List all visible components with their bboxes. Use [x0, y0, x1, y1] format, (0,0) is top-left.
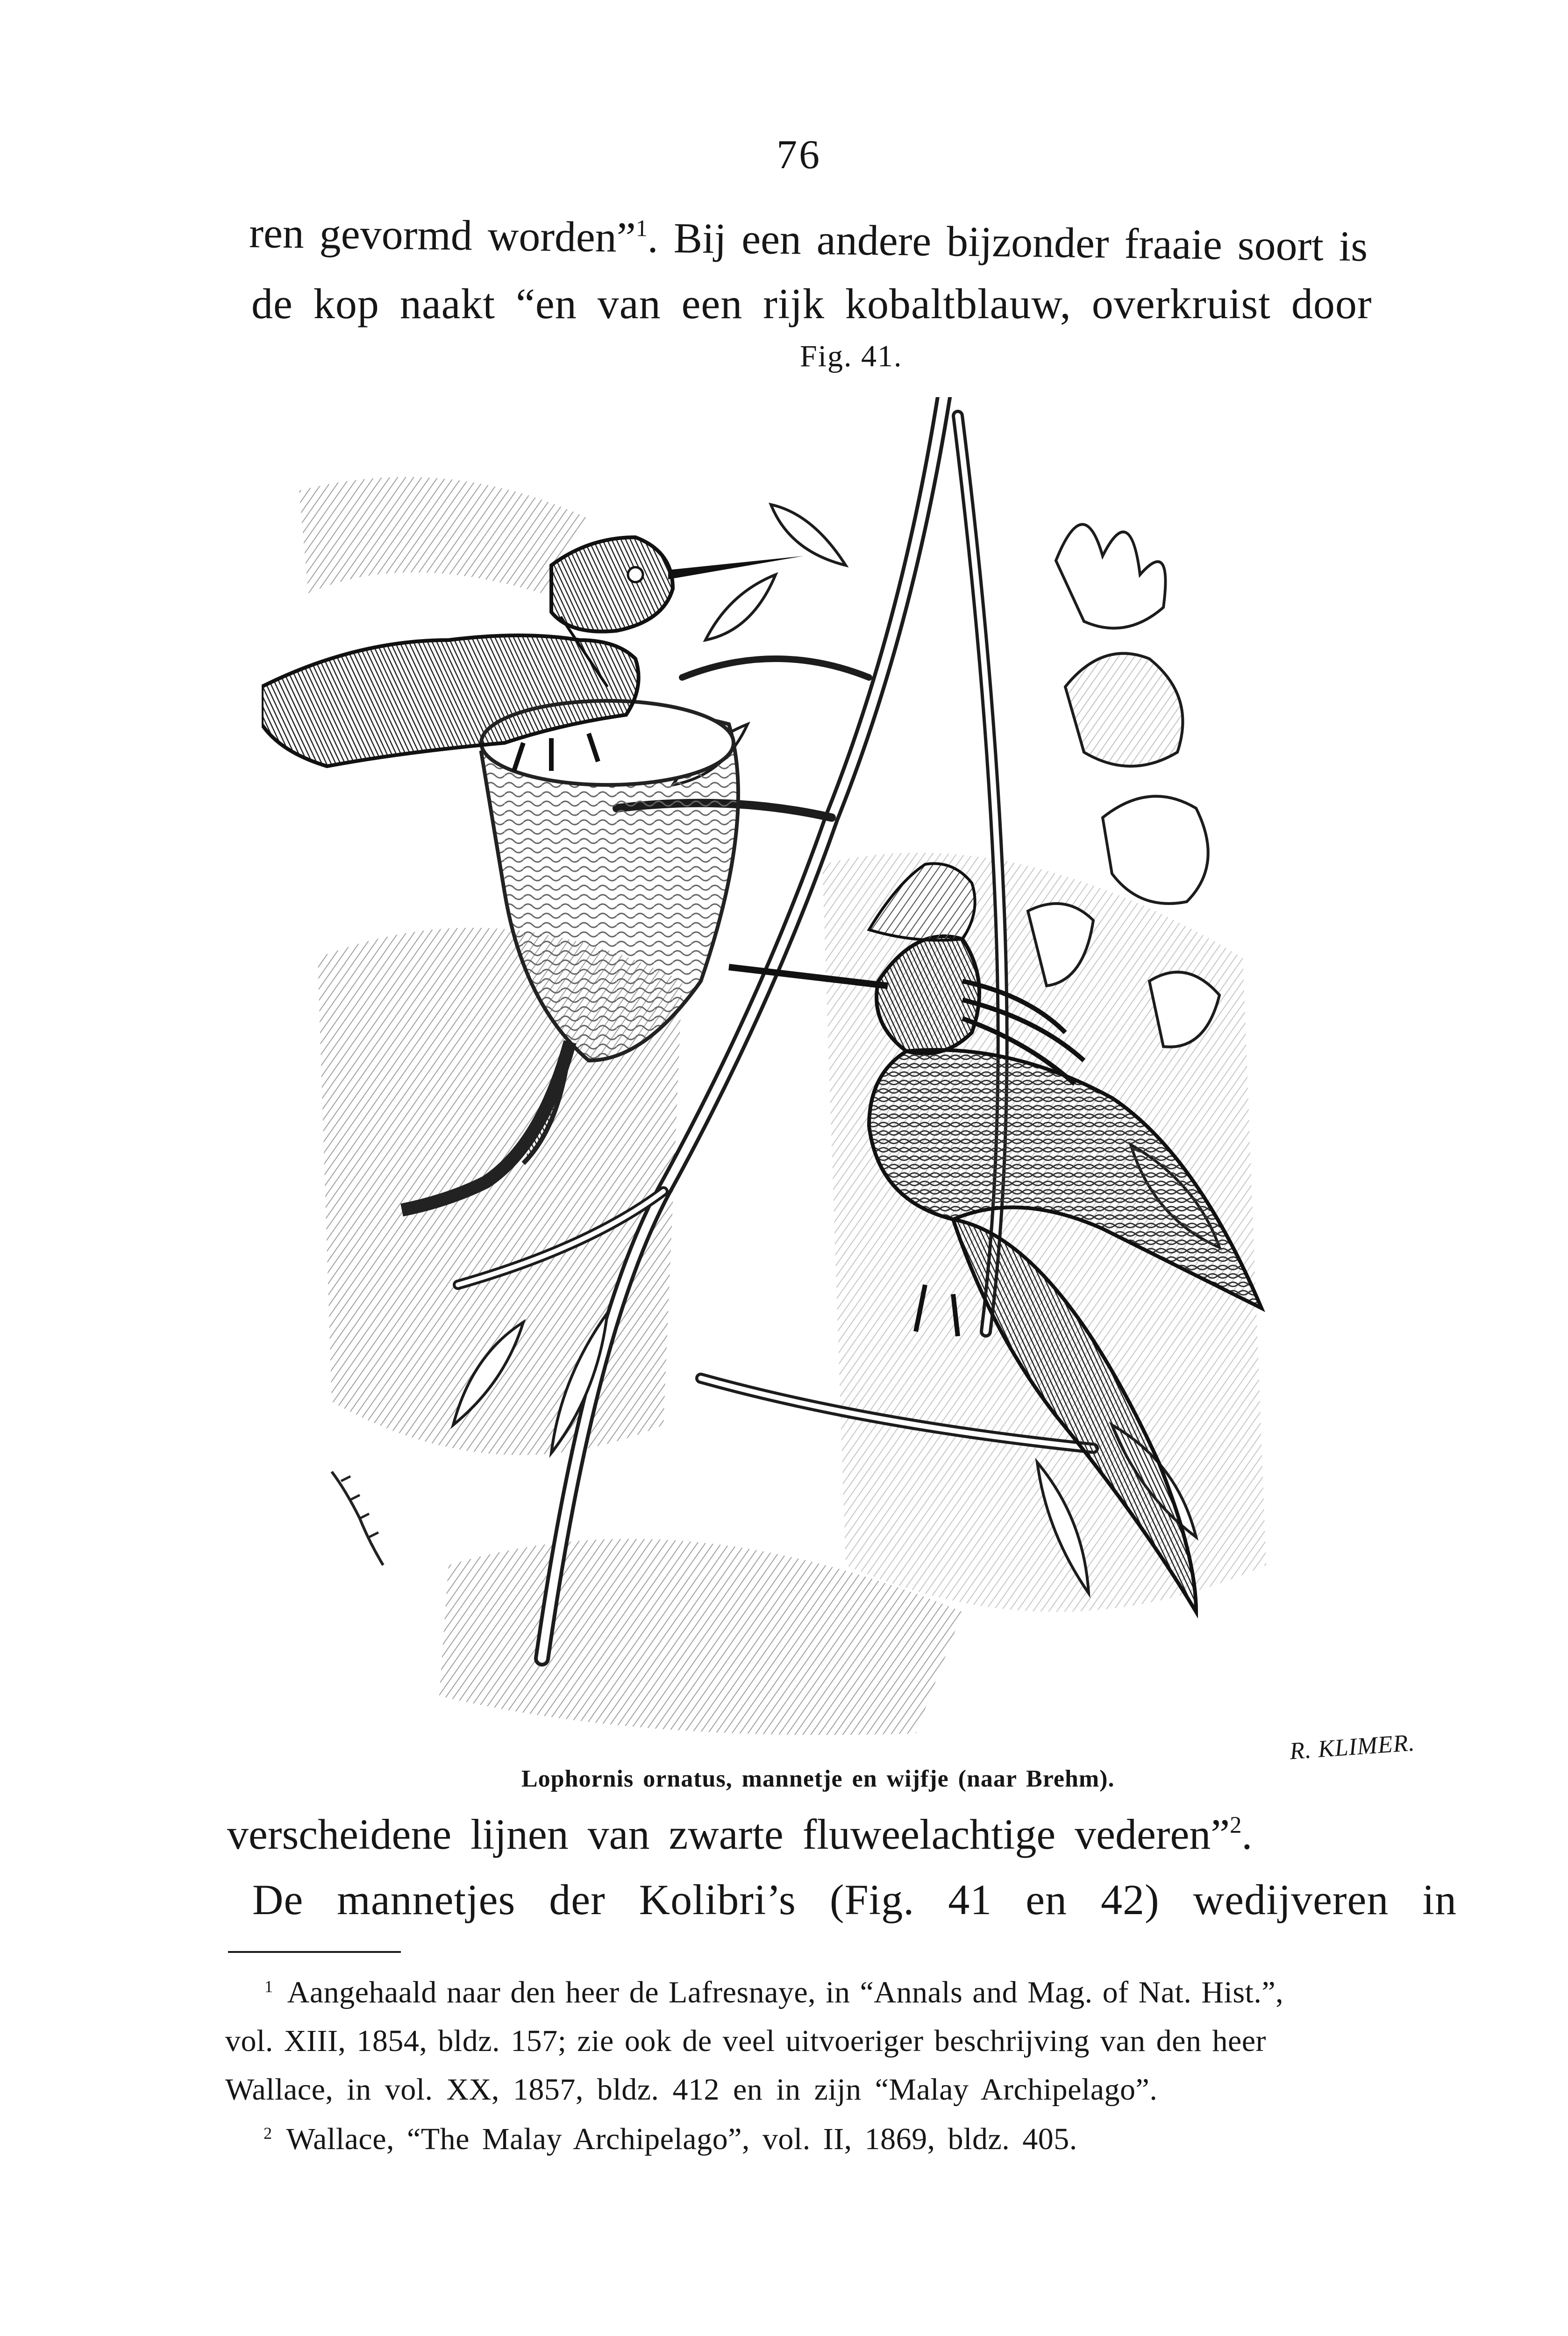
footnote-1-line-3: Wallace, in vol. XX, 1857, bldz. 412 en in zijn “Malay Archipelago”.	[225, 2072, 1158, 2107]
body-line-3-tail: .	[1241, 1810, 1253, 1858]
footnote-2-marker: 2	[264, 2124, 272, 2143]
engraver-signature: R. KLIMER.	[1289, 1729, 1416, 1765]
footnote-2-line-1-text: Wallace, “The Malay Archipelago”, vol. II, 1869, bldz. 405.	[286, 2122, 1077, 2156]
body-line-2: de kop naakt “en van een rijk kobaltblauw, overkruist door	[251, 280, 1372, 328]
body-line-1-tail: . Bij een andere bijzonder fraaie soort is	[647, 214, 1368, 271]
body-line-3	[227, 1810, 1253, 1858]
body-line-1-text: ren gevormd worden”	[249, 209, 636, 262]
footnote-ref-2[interactable]: 2	[1230, 1811, 1242, 1838]
footnote-1-line-2: vol. XIII, 1854, bldz. 157; zie ook de veel uitvoeriger beschrijving van den heer	[225, 2024, 1267, 2058]
page-number: 76	[777, 132, 821, 178]
footnote-ref-1[interactable]: 1	[635, 214, 648, 242]
body-line-3-text: verscheidene lijnen van zwarte fluweelachtige vederen”	[227, 1810, 1230, 1858]
footnote-1-line-1-text: Aangehaald naar den heer de Lafresnaye, in “Annals and Mag. of Nat. Hist.”,	[287, 1975, 1284, 2009]
figure-caption: Lophornis ornatus, mannetje en wijfje (naar Brehm).	[521, 1766, 1115, 1792]
body-line-1	[249, 209, 1368, 271]
body-line-4: De mannetjes der Kolibri’s (Fig. 41 en 42) wedijveren in	[252, 1876, 1457, 1923]
hummingbird-engraving	[262, 397, 1332, 1743]
footnote-1-line-1	[264, 1977, 1283, 2008]
footnote-1-marker: 1	[264, 1977, 273, 1996]
footnote-2-line-1	[264, 2124, 1077, 2155]
figure-label: Fig. 41.	[800, 339, 903, 373]
engraver-mark	[332, 1472, 383, 1565]
footnote-divider	[228, 1951, 401, 1953]
